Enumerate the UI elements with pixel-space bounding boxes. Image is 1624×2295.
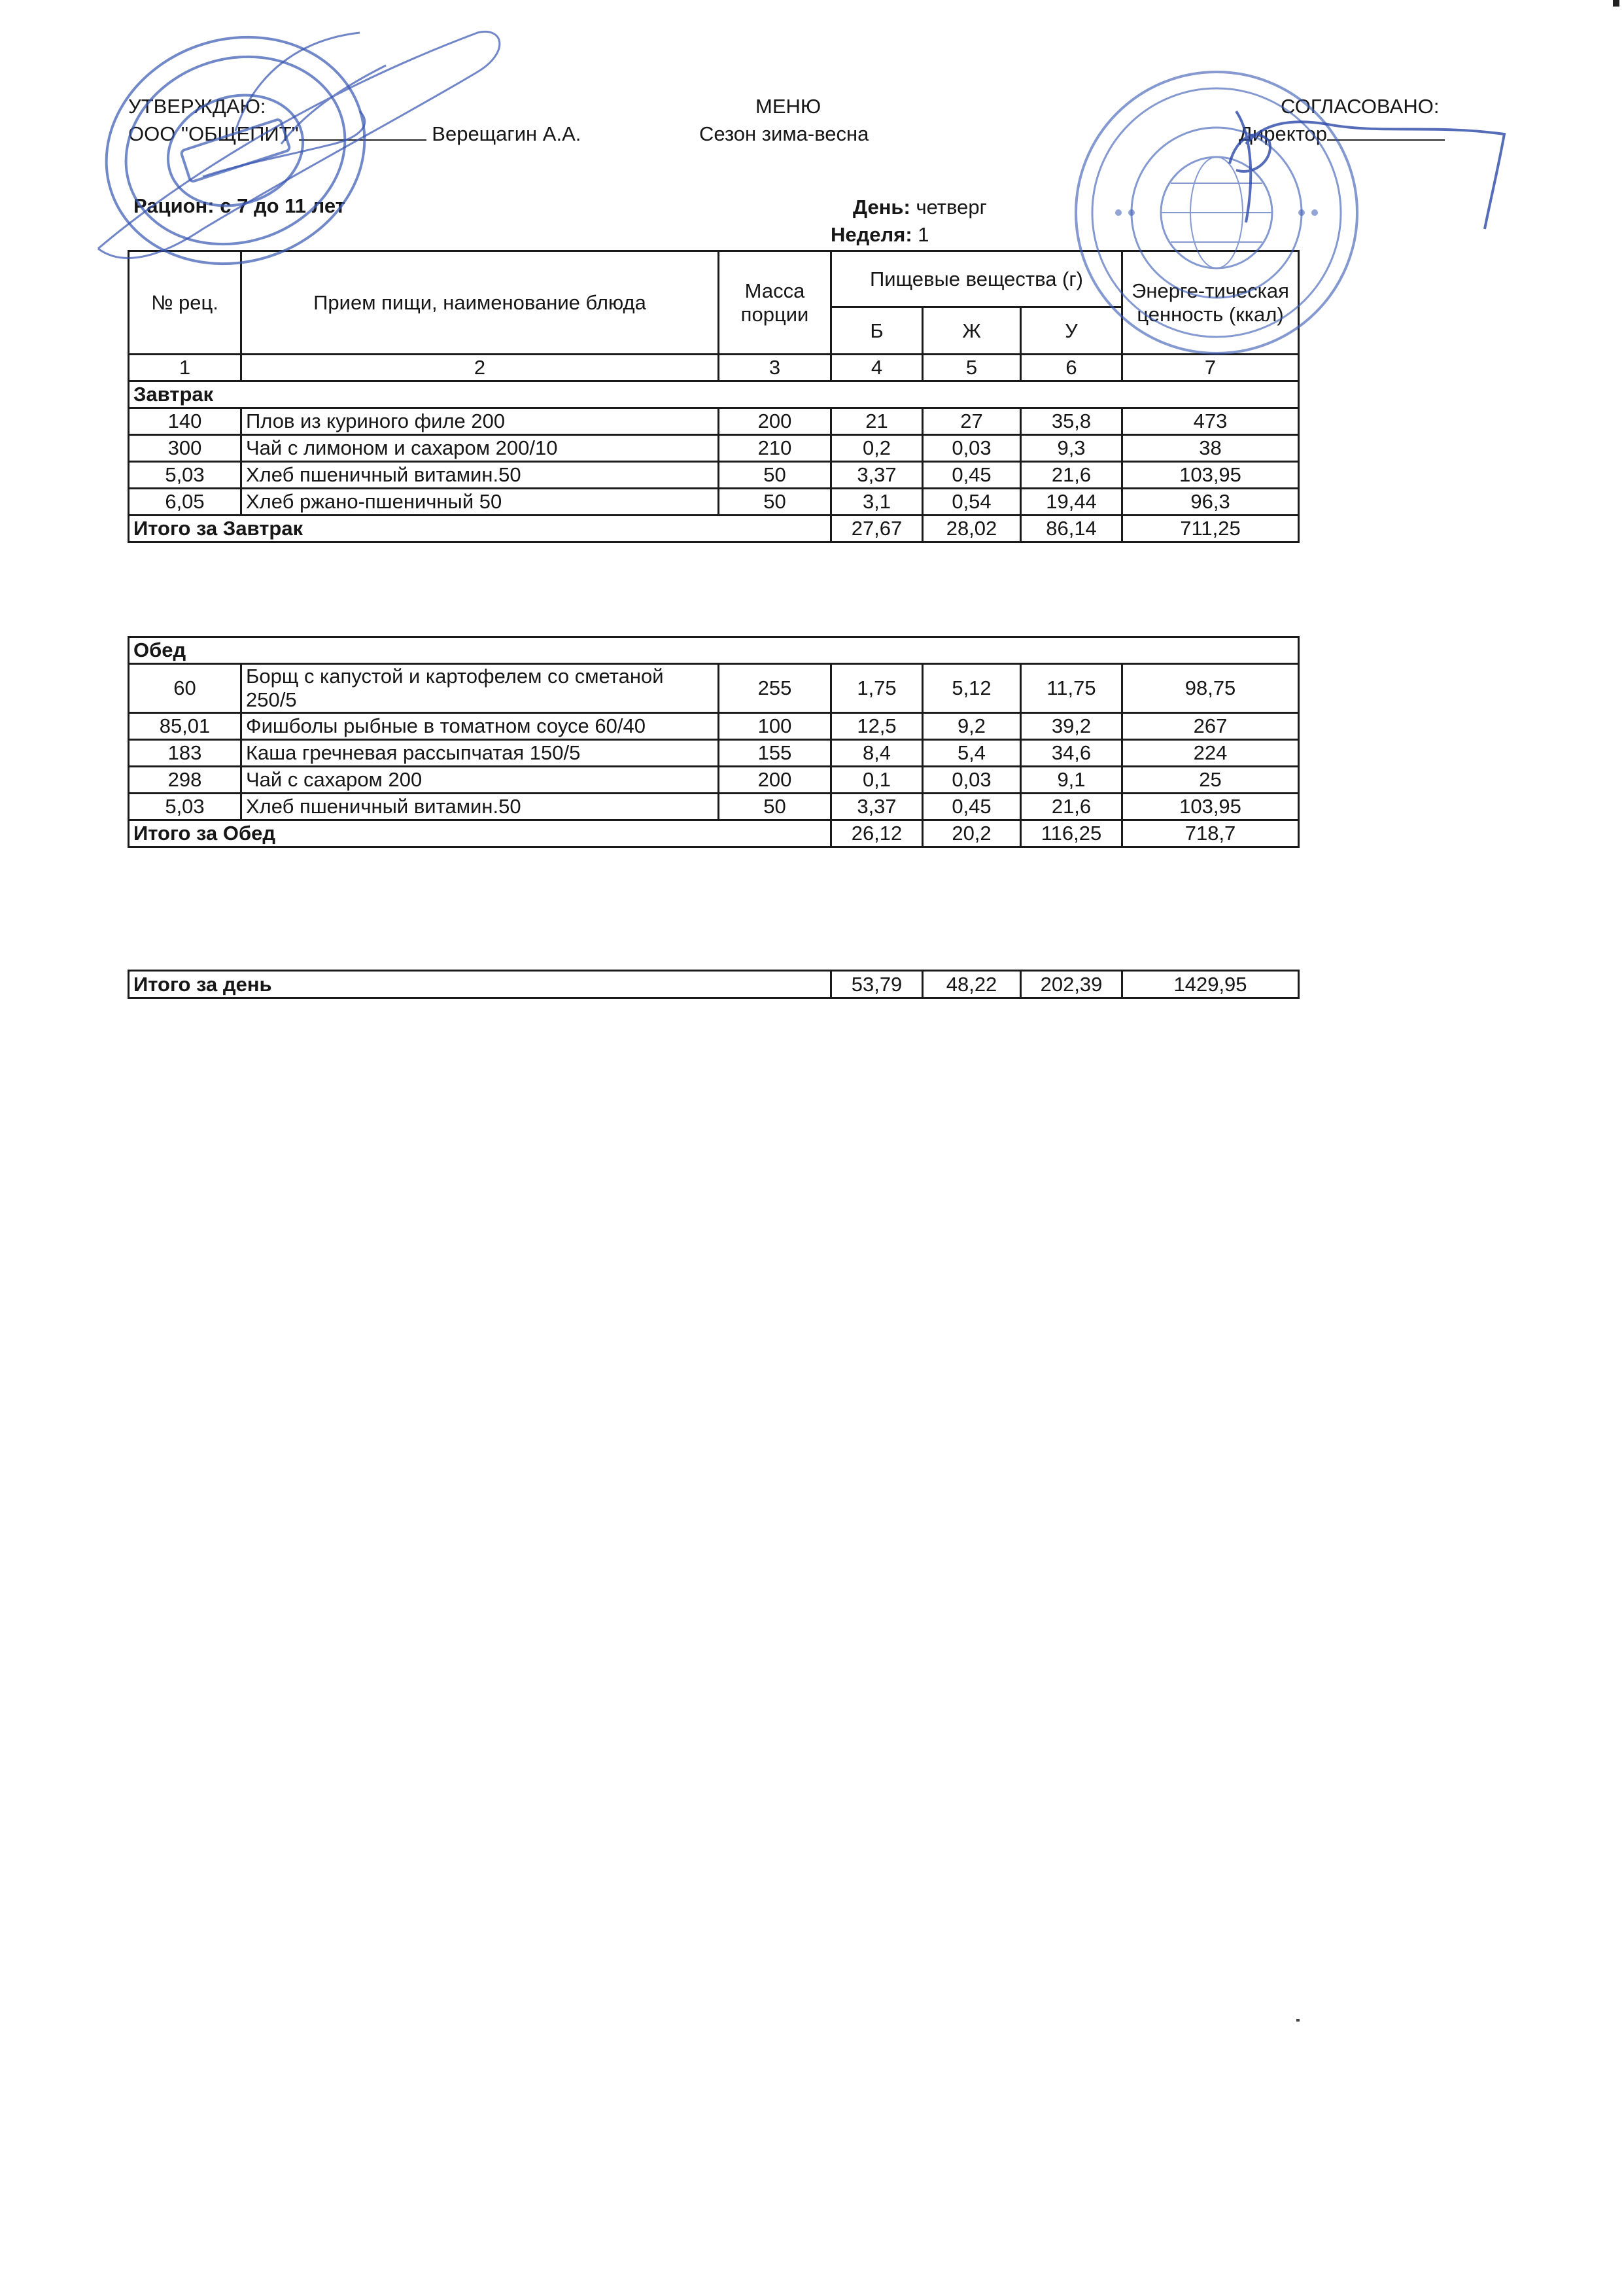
carbs: 9,1 bbox=[1021, 767, 1122, 794]
table-row bbox=[129, 740, 1299, 767]
protein: 0,2 bbox=[831, 435, 923, 462]
day-value: четверг bbox=[916, 196, 987, 219]
recipe-num: 6,05 bbox=[129, 489, 241, 516]
kcal: 25 bbox=[1122, 767, 1299, 794]
table-row bbox=[129, 664, 1299, 713]
col-index: 1 bbox=[129, 355, 241, 381]
table-row bbox=[129, 713, 1299, 740]
col-index: 6 bbox=[1021, 355, 1122, 381]
fat: 9,2 bbox=[923, 713, 1021, 740]
protein: 8,4 bbox=[831, 740, 923, 767]
table-row bbox=[129, 489, 1299, 516]
day-label: День: bbox=[853, 196, 910, 219]
kcal: 224 bbox=[1122, 740, 1299, 767]
carbs: 39,2 bbox=[1021, 713, 1122, 740]
total-row bbox=[129, 516, 1299, 542]
total-label: Итого за Завтрак bbox=[129, 516, 831, 542]
carbs: 35,8 bbox=[1021, 408, 1122, 435]
agreed-line bbox=[1239, 120, 1445, 147]
fat: 0,45 bbox=[923, 462, 1021, 489]
dish-name: Хлеб ржано-пшеничный 50 bbox=[241, 489, 719, 516]
week-value: 1 bbox=[918, 223, 929, 246]
menu-title: МЕНЮ bbox=[755, 95, 821, 118]
scan-speck bbox=[1296, 2019, 1300, 2022]
breakfast-table bbox=[128, 250, 1300, 543]
col-nutrients-header: Пищевые вещества (г) bbox=[831, 251, 1122, 307]
recipe-num: 60 bbox=[129, 664, 241, 713]
day-total-table bbox=[128, 970, 1300, 999]
carbs: 34,6 bbox=[1021, 740, 1122, 767]
approve-line bbox=[128, 120, 581, 147]
table-row bbox=[129, 462, 1299, 489]
approve-signature-line bbox=[299, 139, 426, 141]
portion-mass: 155 bbox=[719, 740, 831, 767]
protein: 1,75 bbox=[831, 664, 923, 713]
day-total-kcal: 1429,95 bbox=[1122, 971, 1299, 998]
col-u-header: У bbox=[1021, 307, 1122, 355]
day-total-fat: 48,22 bbox=[923, 971, 1021, 998]
kcal: 473 bbox=[1122, 408, 1299, 435]
dish-name: Плов из куриного филе 200 bbox=[241, 408, 719, 435]
section-row bbox=[129, 381, 1299, 408]
agreed-signature-line bbox=[1327, 139, 1445, 141]
portion-mass: 50 bbox=[719, 489, 831, 516]
col-mass-header: Масса порции bbox=[719, 251, 831, 355]
col-index: 7 bbox=[1122, 355, 1299, 381]
protein: 12,5 bbox=[831, 713, 923, 740]
carbs: 21,6 bbox=[1021, 794, 1122, 820]
dish-name: Каша гречневая рассыпчатая 150/5 bbox=[241, 740, 719, 767]
scan-mark bbox=[1613, 0, 1619, 7]
agreed-role: Директор bbox=[1239, 122, 1328, 145]
week-label: Неделя: bbox=[831, 223, 912, 246]
col-index: 2 bbox=[241, 355, 719, 381]
table-row bbox=[129, 767, 1299, 794]
col-num-header: № рец. bbox=[129, 251, 241, 355]
day-total-row bbox=[129, 971, 1299, 998]
total-row bbox=[129, 820, 1299, 847]
carbs: 19,44 bbox=[1021, 489, 1122, 516]
portion-mass: 200 bbox=[719, 408, 831, 435]
kcal: 267 bbox=[1122, 713, 1299, 740]
portion-mass: 100 bbox=[719, 713, 831, 740]
approve-person: Верещагин А.А. bbox=[432, 122, 581, 145]
left-stamp bbox=[85, 13, 504, 288]
fat: 0,03 bbox=[923, 435, 1021, 462]
dish-name: Чай с сахаром 200 bbox=[241, 767, 719, 794]
day-total-carbs: 202,39 bbox=[1021, 971, 1122, 998]
portion-mass: 210 bbox=[719, 435, 831, 462]
total-carbs: 116,25 bbox=[1021, 820, 1122, 847]
recipe-num: 5,03 bbox=[129, 794, 241, 820]
approve-org: ООО "ОБЩЕПИТ" bbox=[128, 122, 299, 145]
carbs: 9,3 bbox=[1021, 435, 1122, 462]
col-b-header: Б bbox=[831, 307, 923, 355]
protein: 0,1 bbox=[831, 767, 923, 794]
recipe-num: 5,03 bbox=[129, 462, 241, 489]
week-line bbox=[831, 221, 929, 248]
protein: 3,1 bbox=[831, 489, 923, 516]
left-stamp-graphic bbox=[85, 13, 504, 288]
portion-mass: 50 bbox=[719, 462, 831, 489]
approve-label: УТВЕРЖДАЮ: bbox=[128, 95, 266, 118]
day-line bbox=[853, 194, 987, 220]
portion-mass: 255 bbox=[719, 664, 831, 713]
recipe-num: 300 bbox=[129, 435, 241, 462]
day-total-label: Итого за день bbox=[129, 971, 831, 998]
total-fat: 28,02 bbox=[923, 516, 1021, 542]
dish-name: Хлеб пшеничный витамин.50 bbox=[241, 794, 719, 820]
ration-line bbox=[133, 192, 345, 219]
fat: 27 bbox=[923, 408, 1021, 435]
ration-label: Рацион: bbox=[133, 194, 215, 217]
total-protein: 27,67 bbox=[831, 516, 923, 542]
table-row bbox=[129, 408, 1299, 435]
dish-name: Хлеб пшеничный витамин.50 bbox=[241, 462, 719, 489]
col-index: 4 bbox=[831, 355, 923, 381]
dish-name: Чай с лимоном и сахаром 200/10 bbox=[241, 435, 719, 462]
kcal: 96,3 bbox=[1122, 489, 1299, 516]
section-title-lunch: Обед bbox=[129, 637, 1299, 664]
lunch-table bbox=[128, 636, 1300, 848]
table-row bbox=[129, 435, 1299, 462]
kcal: 103,95 bbox=[1122, 462, 1299, 489]
col-energy-header: Энерге-тическая ценность (ккал) bbox=[1122, 251, 1299, 355]
col-index: 5 bbox=[923, 355, 1021, 381]
carbs: 21,6 bbox=[1021, 462, 1122, 489]
col-dish-header: Прием пищи, наименование блюда bbox=[241, 251, 719, 355]
section-title-breakfast: Завтрак bbox=[129, 381, 1299, 408]
recipe-num: 140 bbox=[129, 408, 241, 435]
total-fat: 20,2 bbox=[923, 820, 1021, 847]
kcal: 98,75 bbox=[1122, 664, 1299, 713]
kcal: 103,95 bbox=[1122, 794, 1299, 820]
fat: 5,4 bbox=[923, 740, 1021, 767]
total-protein: 26,12 bbox=[831, 820, 923, 847]
col-index: 3 bbox=[719, 355, 831, 381]
total-kcal: 711,25 bbox=[1122, 516, 1299, 542]
fat: 0,54 bbox=[923, 489, 1021, 516]
fat: 5,12 bbox=[923, 664, 1021, 713]
recipe-num: 298 bbox=[129, 767, 241, 794]
protein: 3,37 bbox=[831, 794, 923, 820]
carbs: 11,75 bbox=[1021, 664, 1122, 713]
portion-mass: 200 bbox=[719, 767, 831, 794]
total-carbs: 86,14 bbox=[1021, 516, 1122, 542]
fat: 0,03 bbox=[923, 767, 1021, 794]
season-title: Сезон зима-весна bbox=[699, 122, 869, 145]
recipe-num: 85,01 bbox=[129, 713, 241, 740]
section-row bbox=[129, 637, 1299, 664]
recipe-num: 183 bbox=[129, 740, 241, 767]
dish-name: Борщ с капустой и картофелем со сметаной 250/5 bbox=[241, 664, 719, 713]
ration-value: с 7 до 11 лет bbox=[220, 194, 345, 217]
kcal: 38 bbox=[1122, 435, 1299, 462]
total-kcal: 718,7 bbox=[1122, 820, 1299, 847]
day-total-protein: 53,79 bbox=[831, 971, 923, 998]
portion-mass: 50 bbox=[719, 794, 831, 820]
protein: 21 bbox=[831, 408, 923, 435]
dish-name: Фишболы рыбные в томатном соусе 60/40 bbox=[241, 713, 719, 740]
protein: 3,37 bbox=[831, 462, 923, 489]
fat: 0,45 bbox=[923, 794, 1021, 820]
column-index-row bbox=[129, 355, 1299, 381]
table-row bbox=[129, 794, 1299, 820]
agreed-label: СОГЛАСОВАНО: bbox=[1281, 95, 1440, 118]
table-header-row bbox=[129, 251, 1299, 307]
total-label: Итого за Обед bbox=[129, 820, 831, 847]
col-zh-header: Ж bbox=[923, 307, 1021, 355]
